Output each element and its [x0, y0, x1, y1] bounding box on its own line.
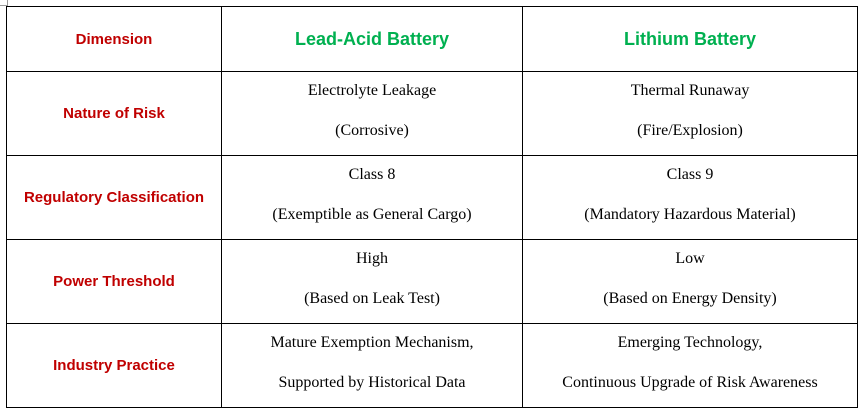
header-lithium-battery: Lithium Battery	[523, 7, 858, 72]
cell-line: Thermal Runaway	[630, 81, 750, 99]
cell-line: (Exemptible as General Cargo)	[272, 205, 472, 223]
cell-line: High	[356, 249, 388, 267]
table-row-industry-practice	[7, 324, 858, 408]
lead-acid-cell	[222, 324, 523, 408]
table-row-nature-of-risk	[7, 72, 858, 156]
cell-line: Emerging Technology,	[617, 333, 763, 351]
cell-line: Electrolyte Leakage	[307, 81, 437, 99]
cell-line: Mature Exemption Mechanism,	[270, 333, 474, 351]
cell-line: Class 8	[348, 165, 396, 183]
lead-acid-cell	[222, 156, 523, 240]
cell-line: (Based on Leak Test)	[304, 289, 440, 307]
table-header-row	[7, 7, 858, 72]
lead-acid-cell	[222, 240, 523, 324]
row-label: Nature of Risk	[7, 72, 222, 156]
battery-comparison-table	[6, 6, 858, 408]
row-label: Industry Practice	[7, 324, 222, 408]
lead-acid-cell	[222, 72, 523, 156]
row-label: Regulatory Classification	[7, 156, 222, 240]
header-dimension: Dimension	[7, 7, 222, 72]
cell-line: (Mandatory Hazardous Material)	[584, 205, 796, 223]
cell-line: (Corrosive)	[335, 121, 409, 139]
cell-line: Class 9	[666, 165, 714, 183]
header-lead-acid-battery: Lead-Acid Battery	[222, 7, 523, 72]
table-row-power-threshold	[7, 240, 858, 324]
lithium-cell	[523, 324, 858, 408]
table-row-regulatory-classification	[7, 156, 858, 240]
cell-line: Supported by Historical Data	[278, 373, 466, 391]
lithium-cell	[523, 72, 858, 156]
row-label: Power Threshold	[7, 240, 222, 324]
lithium-cell	[523, 240, 858, 324]
cell-line: (Based on Energy Density)	[603, 289, 777, 307]
cell-line: (Fire/Explosion)	[637, 121, 743, 139]
cell-line: Low	[675, 249, 705, 267]
cell-line: Continuous Upgrade of Risk Awareness	[562, 373, 818, 391]
lithium-cell	[523, 156, 858, 240]
